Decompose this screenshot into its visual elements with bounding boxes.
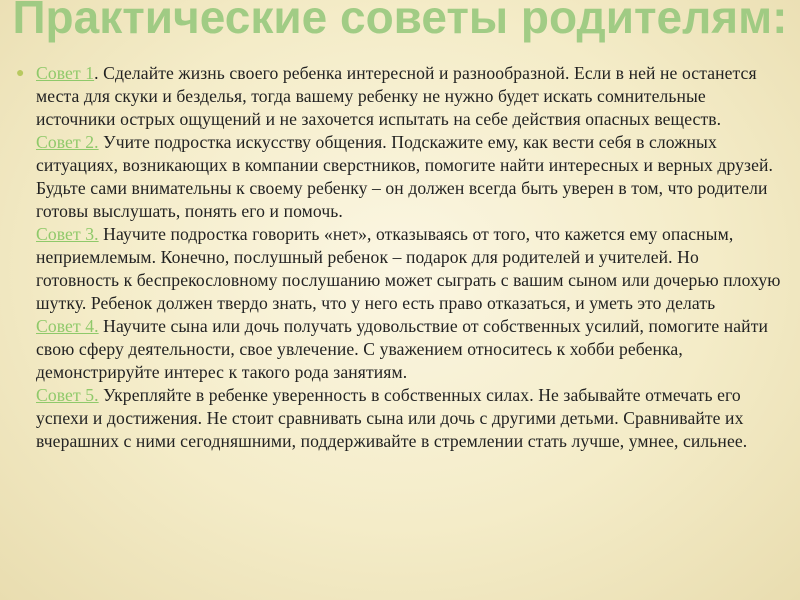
tip-5-label: Совет 5. (36, 385, 99, 405)
slide-title: Практические советы родителям: (12, 0, 788, 43)
tip-2-label: Совет 2. (36, 132, 99, 152)
tip-3-text: Научите подростка говорить «нет», отказываясь от того, что кажется ему опасным, неприемлемым. Конечно, послушный ребенок – подарок для родителей и учителей. Но готовность к беспрекословному послушанию может сыграть с вашим сыном или дочерью плохую шутку. Ребенок должен твердо знать, что у него есть право отказаться, и уметь это делать (36, 224, 781, 313)
slide-content (16, 62, 786, 453)
tip-4-label: Совет 4. (36, 316, 99, 336)
tip-5-text: Укрепляйте в ребенке уверенность в собственных силах. Не забывайте отмечать его успехи и достижения. Не стоит сравнивать сына или дочь с другими детьми. Сравнивайте их вчерашних с ними сегодняшними, поддерживайте в стремлении стать лучше, умнее, сильнее. (36, 385, 748, 451)
tip-1-label: Совет 1 (36, 63, 95, 83)
tip-1-text: . Сделайте жизнь своего ребенка интересной и разнообразной. Если в ней не останется места для скуки и безделья, тогда вашему ребенку не нужно будет искать сомнительные источники острых ощущений и не захочется испытать на себе действия опасных веществ. (36, 63, 757, 129)
tip-4-text: Научите сына или дочь получать удовольствие от собственных усилий, помогите найти свою сферу деятельности, свое увлечение. С уважением относитесь к хобби ребенка, демонстрируйте интерес к такого рода занятиям. (36, 316, 769, 382)
bullet-icon: ● (16, 66, 25, 81)
tip-2-text: Учите подростка искусству общения. Подскажите ему, как вести себя в сложных ситуациях, возникающих в компании сверстников, помогите найти интересных и верных друзей. Будьте сами внимательны к своему ребенку – он должен всегда быть уверен в том, что родители готовы выслушать, понять его и помочь. (36, 132, 773, 221)
bullet-text (36, 62, 786, 453)
bullet-item (16, 62, 786, 453)
tip-3-label: Совет 3. (36, 224, 99, 244)
